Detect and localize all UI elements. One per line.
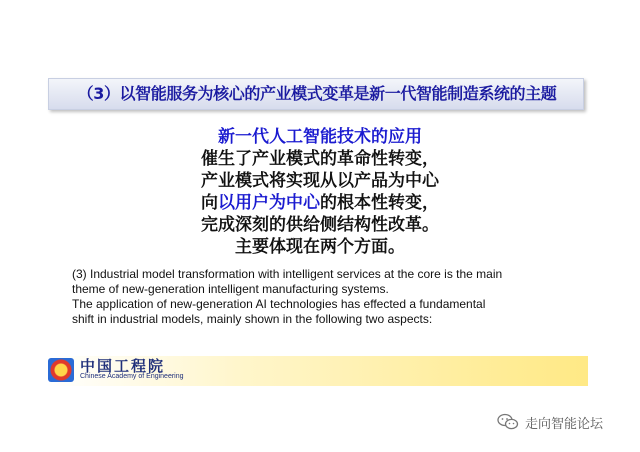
body-text: 主要体现在两个方面。 — [235, 237, 405, 257]
chinese-line — [120, 126, 520, 148]
english-line: The application of new-generation AI technologies has effected a fundamental — [72, 297, 486, 311]
english-line: shift in industrial models, mainly shown in the following two aspects: — [72, 312, 433, 326]
chinese-line — [120, 170, 520, 192]
logo-chinese: 中国工程院 — [80, 357, 166, 375]
cae-emblem-icon — [48, 358, 74, 382]
body-text: 的根本性转变， — [320, 193, 439, 213]
chinese-body — [120, 126, 520, 258]
english-body — [72, 267, 592, 327]
body-text: 产业模式将实现从以产品为中心 — [201, 171, 439, 191]
chinese-line — [120, 214, 520, 236]
chinese-line — [120, 236, 520, 258]
emphasis-text: 新一代人工智能技术的应用 — [218, 127, 422, 147]
english-line: theme of new-generation intelligent manufacturing systems. — [72, 282, 389, 296]
watermark-text: 走向智能论坛 — [525, 416, 604, 432]
slide-title: （3）以智能服务为核心的产业模式变革是新一代智能制造系统的主题 — [77, 84, 557, 103]
wechat-icon — [497, 413, 519, 431]
english-line: (3) Industrial model transformation with intelligent services at the core is the main — [72, 267, 503, 281]
watermark — [497, 410, 603, 434]
emphasis-text: 以用户为中心 — [218, 193, 320, 213]
body-text: 向 — [201, 193, 218, 213]
chinese-line — [120, 148, 520, 170]
chinese-line — [120, 192, 520, 214]
body-text: 完成深刻的供给侧结构性改革。 — [201, 215, 439, 235]
body-text: 催生了产业模式的革命性转变， — [201, 149, 439, 169]
logo-english: Chinese Academy of Engineering — [80, 373, 184, 380]
